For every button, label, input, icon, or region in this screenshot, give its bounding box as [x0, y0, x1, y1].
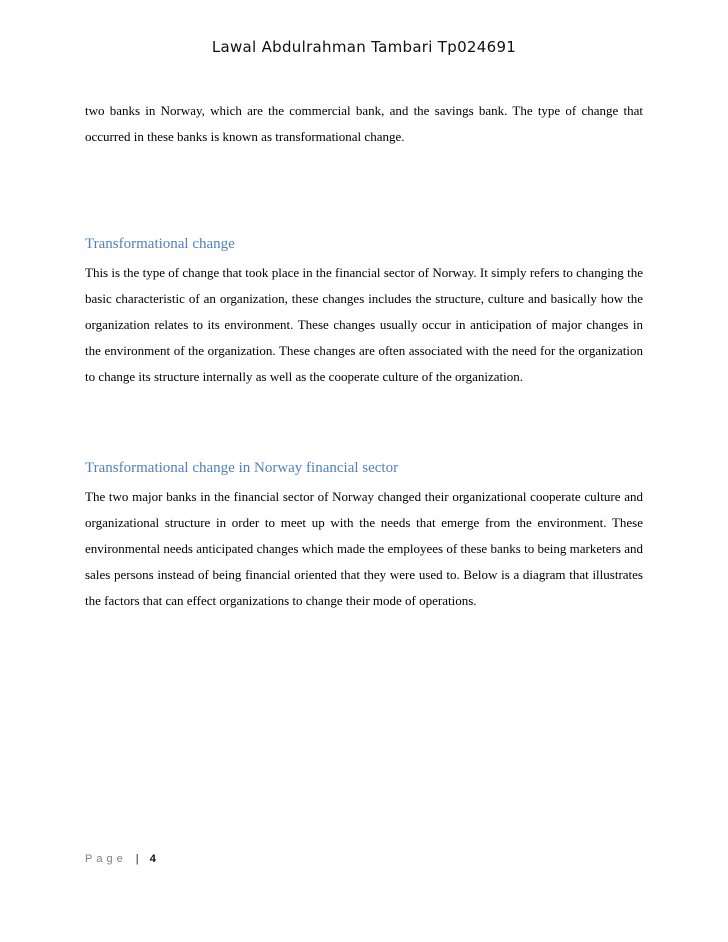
transformational-change-paragraph: This is the type of change that took place in the financial sector of Norway. It simply refers to changing the basic characteristic of an organization, these changes includes the structure, culture and basically how the organization relates to its environment. These changes usually occur in anticipation of major changes in the environment of the organization. These changes are often associated with the need for the organization to change its structure internally as well as the cooperate culture of the organization.: [85, 265, 643, 384]
heading-norway-financial-sector: Transformational change in Norway financial sector: [85, 460, 399, 476]
norway-financial-sector-paragraph: The two major banks in the financial sector of Norway changed their organizational cooperate culture and organizational structure in order to meet up with the needs that emerge from the environment. These environmental needs anticipated changes which made the employees of these banks to being marketers and sales persons instead of being financial oriented that they were used to. Below is a diagram that illustrates the factors that can effect organizations to change their mode of operations.: [85, 489, 643, 608]
page-label: Page: [85, 853, 127, 865]
page-footer: [85, 853, 156, 865]
page-separator: |: [135, 853, 139, 865]
page-number: 4: [149, 853, 156, 865]
heading-transformational-change: Transformational change: [85, 236, 235, 252]
page-header: Lawal Abdulrahman Tambari Tp024691: [211, 38, 517, 56]
intro-paragraph: two banks in Norway, which are the commercial bank, and the savings bank. The type of change that occurred in these banks is known as transformational change.: [85, 103, 643, 144]
